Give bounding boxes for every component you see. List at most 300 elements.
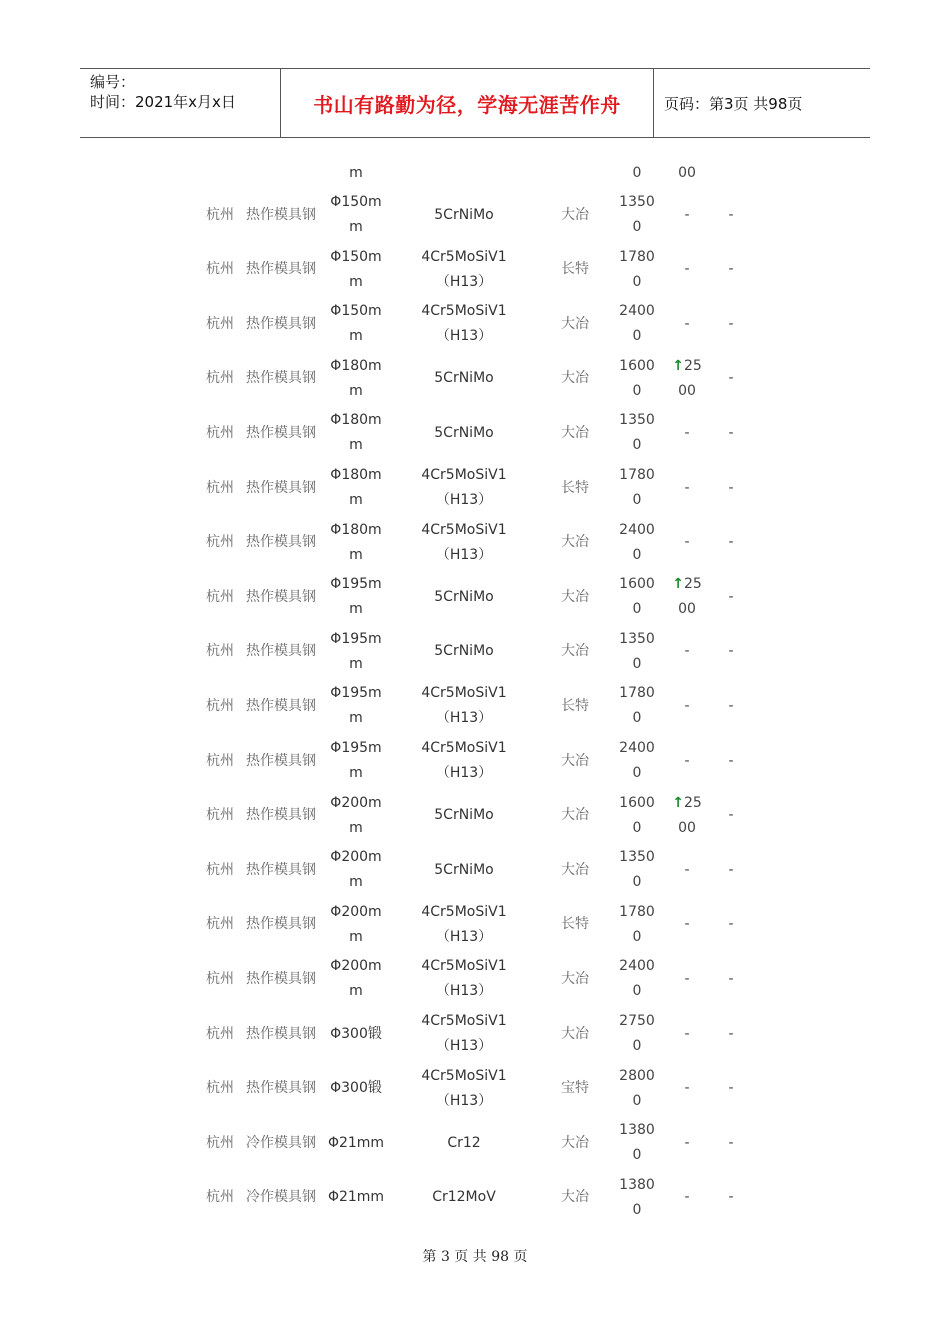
note-cell: - — [728, 1134, 734, 1151]
change-line: - — [684, 315, 690, 332]
price-cell — [612, 1171, 662, 1225]
price-line: 0 — [632, 273, 642, 290]
note-cell: - — [728, 970, 734, 987]
price-line: 2400 — [619, 958, 655, 975]
mill-cell: 大冶 — [561, 752, 589, 769]
price-line: 0 — [632, 437, 642, 454]
steel-type-cell: 热作模具钢 — [246, 807, 316, 824]
spec-line: Φ180m — [330, 357, 382, 374]
change-cell — [666, 625, 708, 679]
note-cell: - — [728, 697, 734, 714]
note-cell: - — [728, 861, 734, 878]
change-cell — [666, 898, 708, 952]
spec-cell — [322, 952, 390, 1006]
arrow-up-icon: ↑ — [672, 794, 684, 811]
grade-cell — [405, 297, 523, 351]
table-row — [0, 679, 950, 733]
change-line: 00 — [678, 601, 696, 618]
note-cell: - — [728, 1080, 734, 1097]
arrow-up-icon: ↑ — [672, 576, 684, 593]
spec-line: m — [349, 382, 363, 399]
table-row — [0, 952, 950, 1006]
grade-line: 5CrNiMo — [434, 424, 494, 441]
note-cell: - — [728, 370, 734, 387]
city-cell: 杭州 — [206, 261, 234, 278]
note-cell: - — [728, 588, 734, 605]
spec-line: Φ200m — [330, 794, 382, 811]
price-line: 0 — [632, 219, 642, 235]
city-cell: 杭州 — [206, 424, 234, 441]
table-row — [0, 843, 950, 897]
price-line: 0 — [632, 819, 642, 836]
grade-line: 4Cr5MoSiV1 — [421, 521, 507, 538]
city-cell: 杭州 — [206, 752, 234, 769]
steel-type-cell: 热作模具钢 — [246, 315, 316, 332]
mill-cell: 大冶 — [561, 861, 589, 878]
change-line: - — [684, 206, 690, 223]
city-cell: 杭州 — [206, 315, 234, 332]
price-cell — [612, 952, 662, 1006]
city-cell: 杭州 — [206, 861, 234, 878]
change-line: - — [684, 261, 690, 278]
note-cell: - — [728, 315, 734, 332]
table-row — [0, 461, 950, 515]
price-line: 1780 — [619, 467, 655, 483]
grade-cell — [405, 843, 523, 897]
steel-type-cell: 热作模具钢 — [246, 916, 316, 933]
note-cell: - — [728, 424, 734, 441]
steel-type-cell: 热作模具钢 — [246, 534, 316, 551]
price-line: 1780 — [619, 685, 655, 702]
mill-cell: 大冶 — [561, 370, 589, 387]
change-line: - — [684, 534, 690, 551]
grade-line: Cr12MoV — [432, 1189, 496, 1206]
spec-cell — [322, 352, 390, 406]
page-footer: 第 3 页 共 98 页 — [422, 1249, 528, 1265]
grade-line: 4Cr5MoSiV1 — [421, 248, 507, 265]
change-line: - — [684, 424, 690, 441]
grade-line: 4Cr5MoSiV1 — [421, 303, 507, 320]
price-cell — [612, 679, 662, 733]
steel-type-cell: 热作模具钢 — [246, 1080, 316, 1097]
steel-type-cell: 热作模具钢 — [246, 370, 316, 387]
mill-cell: 长特 — [561, 916, 589, 933]
grade-line: 4Cr5MoSiV1 — [421, 1067, 507, 1084]
spec-cell — [322, 898, 390, 952]
document-time-label: 时间：2021年x月x日 — [90, 93, 236, 111]
grade-cell — [405, 1171, 523, 1225]
city-cell: 杭州 — [206, 1025, 234, 1042]
spec-line: Φ195m — [330, 740, 382, 756]
spec-cell — [322, 516, 390, 570]
price-cell — [612, 297, 662, 351]
price-line: 0 — [632, 655, 642, 672]
change-cell — [666, 406, 708, 460]
city-cell: 杭州 — [206, 1189, 234, 1206]
price-line: 2400 — [619, 740, 655, 756]
grade-cell — [405, 789, 523, 843]
spec-cell: m — [349, 164, 363, 181]
change-cell — [666, 1171, 708, 1225]
grade-line: 5CrNiMo — [434, 861, 494, 878]
price-cell: 0 — [632, 164, 642, 181]
change-cell — [666, 243, 708, 297]
table-row-continued — [0, 160, 950, 186]
grade-line: （H13） — [435, 928, 493, 945]
grade-line: （H13） — [435, 1038, 493, 1054]
price-line: 1600 — [619, 794, 655, 811]
mill-cell: 长特 — [561, 697, 589, 714]
change-cell — [666, 297, 708, 351]
grade-line: 4Cr5MoSiV1 — [421, 1013, 507, 1029]
spec-line: Φ195m — [330, 630, 382, 647]
price-cell — [612, 1062, 662, 1116]
price-line: 0 — [632, 601, 642, 618]
change-line: - — [684, 1080, 690, 1097]
spec-cell — [322, 1062, 390, 1116]
grade-line: 5CrNiMo — [434, 643, 494, 660]
change-cell — [666, 516, 708, 570]
spec-line: Φ180m — [330, 467, 382, 483]
mill-cell: 大冶 — [561, 1025, 589, 1042]
header-motto: 书山有路勤为径，学海无涯苦作舟 — [313, 92, 621, 117]
table-row — [0, 1116, 950, 1170]
grade-cell — [405, 570, 523, 624]
steel-type-cell: 热作模具钢 — [246, 424, 316, 441]
table-row — [0, 243, 950, 297]
table-row — [0, 625, 950, 679]
change-line: - — [684, 479, 690, 496]
price-line: 0 — [632, 492, 642, 508]
spec-line: m — [349, 219, 363, 235]
steel-type-cell: 热作模具钢 — [246, 588, 316, 605]
steel-type-cell: 热作模具钢 — [246, 861, 316, 878]
grade-cell — [405, 734, 523, 788]
spec-line: Φ200m — [330, 849, 382, 866]
grade-line: 4Cr5MoSiV1 — [421, 903, 507, 920]
price-cell — [612, 789, 662, 843]
change-line: - — [684, 643, 690, 660]
note-cell: - — [728, 643, 734, 660]
mill-cell: 长特 — [561, 479, 589, 496]
grade-line: 4Cr5MoSiV1 — [421, 467, 507, 483]
grade-cell — [405, 516, 523, 570]
price-line: 0 — [632, 765, 642, 781]
change-cell — [666, 461, 708, 515]
table-row — [0, 1171, 950, 1225]
table-row — [0, 898, 950, 952]
note-cell: - — [728, 534, 734, 551]
spec-line: m — [349, 492, 363, 508]
price-line: 1350 — [619, 412, 655, 429]
change-line: ↑25 — [672, 794, 702, 811]
grade-line: 4Cr5MoSiV1 — [421, 740, 507, 756]
spec-line: Φ180m — [330, 521, 382, 538]
city-cell: 杭州 — [206, 643, 234, 660]
steel-type-cell: 冷作模具钢 — [246, 1134, 316, 1151]
spec-cell — [322, 1007, 390, 1061]
note-cell: - — [728, 1189, 734, 1206]
change-line: ↑25 — [672, 576, 702, 593]
spec-line: Φ200m — [330, 903, 382, 920]
mill-cell: 大冶 — [561, 643, 589, 660]
price-cell — [612, 352, 662, 406]
price-line: 2750 — [619, 1013, 655, 1029]
price-line: 2400 — [619, 521, 655, 538]
grade-line: 5CrNiMo — [434, 807, 494, 824]
mill-cell: 大冶 — [561, 1134, 589, 1151]
change-line: - — [684, 916, 690, 933]
spec-line: m — [349, 655, 363, 672]
grade-line: （H13） — [435, 273, 493, 290]
table-row — [0, 1007, 950, 1061]
price-line: 1350 — [619, 630, 655, 647]
price-line: 0 — [632, 874, 642, 891]
price-cell — [612, 1007, 662, 1061]
note-cell: - — [728, 261, 734, 278]
city-cell: 杭州 — [206, 534, 234, 551]
spec-line: Φ300锻 — [330, 1025, 382, 1042]
table-row — [0, 789, 950, 843]
change-cell — [666, 570, 708, 624]
change-line: - — [684, 970, 690, 987]
spec-cell — [322, 461, 390, 515]
arrow-up-icon: ↑ — [672, 357, 684, 374]
mill-cell: 大冶 — [561, 970, 589, 987]
mill-cell: 长特 — [561, 261, 589, 278]
steel-type-cell: 热作模具钢 — [246, 261, 316, 278]
price-line: 1600 — [619, 576, 655, 593]
spec-line: m — [349, 273, 363, 290]
grade-line: 5CrNiMo — [434, 588, 494, 605]
spec-line: m — [349, 765, 363, 781]
city-cell: 杭州 — [206, 916, 234, 933]
grade-cell — [405, 1062, 523, 1116]
grade-cell — [405, 352, 523, 406]
grade-cell — [405, 406, 523, 460]
spec-line: m — [349, 710, 363, 727]
steel-type-cell: 热作模具钢 — [246, 752, 316, 769]
spec-cell — [322, 1116, 390, 1170]
steel-type-cell: 热作模具钢 — [246, 206, 316, 223]
price-cell — [612, 1116, 662, 1170]
change-line: - — [684, 752, 690, 769]
price-line: 1350 — [619, 194, 655, 210]
price-line: 2800 — [619, 1067, 655, 1084]
table-row — [0, 297, 950, 351]
city-cell: 杭州 — [206, 1134, 234, 1151]
spec-line: m — [349, 601, 363, 618]
change-line: - — [684, 697, 690, 714]
price-cell — [612, 625, 662, 679]
grade-line: （H13） — [435, 983, 493, 1000]
spec-cell — [322, 625, 390, 679]
spec-cell — [322, 734, 390, 788]
grade-line: 5CrNiMo — [434, 370, 494, 387]
spec-cell — [322, 570, 390, 624]
grade-line: （H13） — [435, 492, 493, 508]
change-cell — [666, 1116, 708, 1170]
change-line: - — [684, 1189, 690, 1206]
price-line: 0 — [632, 983, 642, 1000]
grade-cell — [405, 1116, 523, 1170]
spec-line: Φ21mm — [327, 1189, 385, 1206]
table-row — [0, 352, 950, 406]
table-row — [0, 734, 950, 788]
table-row — [0, 516, 950, 570]
change-cell — [666, 188, 708, 242]
price-line: 0 — [632, 1201, 642, 1218]
price-cell — [612, 570, 662, 624]
city-cell: 杭州 — [206, 697, 234, 714]
price-line: 0 — [632, 710, 642, 727]
price-line: 1380 — [619, 1176, 655, 1193]
grade-line: 5CrNiMo — [434, 206, 494, 223]
change-cell — [666, 843, 708, 897]
spec-line: Φ150m — [330, 303, 382, 320]
price-cell — [612, 843, 662, 897]
spec-cell — [322, 406, 390, 460]
steel-type-cell: 冷作模具钢 — [246, 1189, 316, 1206]
change-line: - — [684, 1134, 690, 1151]
price-line: 0 — [632, 1092, 642, 1109]
change-cell — [666, 734, 708, 788]
change-line: 00 — [678, 819, 696, 836]
change-cell — [666, 1062, 708, 1116]
price-line: 0 — [632, 928, 642, 945]
spec-cell — [322, 843, 390, 897]
grade-cell — [405, 679, 523, 733]
grade-line: （H13） — [435, 710, 493, 727]
grade-line: 4Cr5MoSiV1 — [421, 685, 507, 702]
change-cell — [666, 679, 708, 733]
grade-cell — [405, 898, 523, 952]
grade-cell — [405, 1007, 523, 1061]
spec-line: m — [349, 819, 363, 836]
spec-cell — [322, 1171, 390, 1225]
steel-type-cell: 热作模具钢 — [246, 970, 316, 987]
change-line: ↑25 — [672, 357, 702, 374]
price-cell — [612, 406, 662, 460]
change-cell — [666, 1007, 708, 1061]
header-page-label: 页码：第3页 共98页 — [664, 94, 803, 113]
mill-cell: 大冶 — [561, 1189, 589, 1206]
spec-line: m — [349, 983, 363, 1000]
spec-line: Φ200m — [330, 958, 382, 975]
grade-cell — [405, 188, 523, 242]
price-cell — [612, 516, 662, 570]
note-cell: - — [728, 807, 734, 824]
mill-cell: 大冶 — [561, 807, 589, 824]
steel-type-cell: 热作模具钢 — [246, 479, 316, 496]
change-line: 00 — [678, 382, 696, 399]
spec-line: m — [349, 928, 363, 945]
grade-line: Cr12 — [447, 1134, 481, 1151]
spec-line: Φ150m — [330, 194, 382, 210]
price-cell — [612, 898, 662, 952]
table-row — [0, 570, 950, 624]
spec-line: m — [349, 328, 363, 345]
note-cell: - — [728, 752, 734, 769]
note-cell: - — [728, 916, 734, 933]
price-line: 0 — [632, 1147, 642, 1164]
grade-cell — [405, 625, 523, 679]
grade-cell — [405, 952, 523, 1006]
spec-line: Φ21mm — [327, 1134, 385, 1151]
price-line: 0 — [632, 546, 642, 563]
city-cell: 杭州 — [206, 807, 234, 824]
city-cell: 杭州 — [206, 588, 234, 605]
change-line: - — [684, 1025, 690, 1042]
price-cell — [612, 243, 662, 297]
change-cell: 00 — [678, 164, 696, 181]
mill-cell: 大冶 — [561, 315, 589, 332]
spec-cell — [322, 789, 390, 843]
price-line: 1600 — [619, 357, 655, 374]
spec-line: Φ150m — [330, 248, 382, 265]
city-cell: 杭州 — [206, 206, 234, 223]
mill-cell: 大冶 — [561, 534, 589, 551]
grade-cell — [405, 461, 523, 515]
city-cell: 杭州 — [206, 479, 234, 496]
table-row — [0, 1062, 950, 1116]
change-cell — [666, 789, 708, 843]
spec-line: m — [349, 437, 363, 454]
city-cell: 杭州 — [206, 970, 234, 987]
spec-line: Φ195m — [330, 685, 382, 702]
price-cell — [612, 188, 662, 242]
grade-line: （H13） — [435, 546, 493, 563]
city-cell: 杭州 — [206, 1080, 234, 1097]
grade-line: （H13） — [435, 765, 493, 781]
spec-cell — [322, 188, 390, 242]
price-line: 1350 — [619, 849, 655, 866]
change-cell — [666, 952, 708, 1006]
change-line: - — [684, 861, 690, 878]
city-cell: 杭州 — [206, 370, 234, 387]
table-row — [0, 406, 950, 460]
mill-cell: 大冶 — [561, 588, 589, 605]
price-line: 1780 — [619, 903, 655, 920]
grade-line: （H13） — [435, 328, 493, 345]
mill-cell: 宝特 — [561, 1080, 589, 1097]
grade-line: （H13） — [435, 1092, 493, 1109]
spec-line: m — [349, 546, 363, 563]
table-row — [0, 188, 950, 242]
grade-line: 4Cr5MoSiV1 — [421, 958, 507, 975]
price-cell — [612, 734, 662, 788]
note-cell: - — [728, 206, 734, 223]
price-line: 1380 — [619, 1122, 655, 1139]
mill-cell: 大冶 — [561, 424, 589, 441]
price-line: 0 — [632, 382, 642, 399]
steel-type-cell: 热作模具钢 — [246, 1025, 316, 1042]
spec-line: Φ300锻 — [330, 1080, 382, 1097]
spec-cell — [322, 243, 390, 297]
spec-cell — [322, 679, 390, 733]
spec-line: Φ180m — [330, 412, 382, 429]
spec-cell — [322, 297, 390, 351]
price-line: 0 — [632, 328, 642, 345]
price-cell — [612, 461, 662, 515]
spec-line: m — [349, 874, 363, 891]
change-cell — [666, 352, 708, 406]
grade-cell — [405, 243, 523, 297]
steel-type-cell: 热作模具钢 — [246, 697, 316, 714]
mill-cell: 大冶 — [561, 206, 589, 223]
note-cell: - — [728, 1025, 734, 1042]
steel-type-cell: 热作模具钢 — [246, 643, 316, 660]
